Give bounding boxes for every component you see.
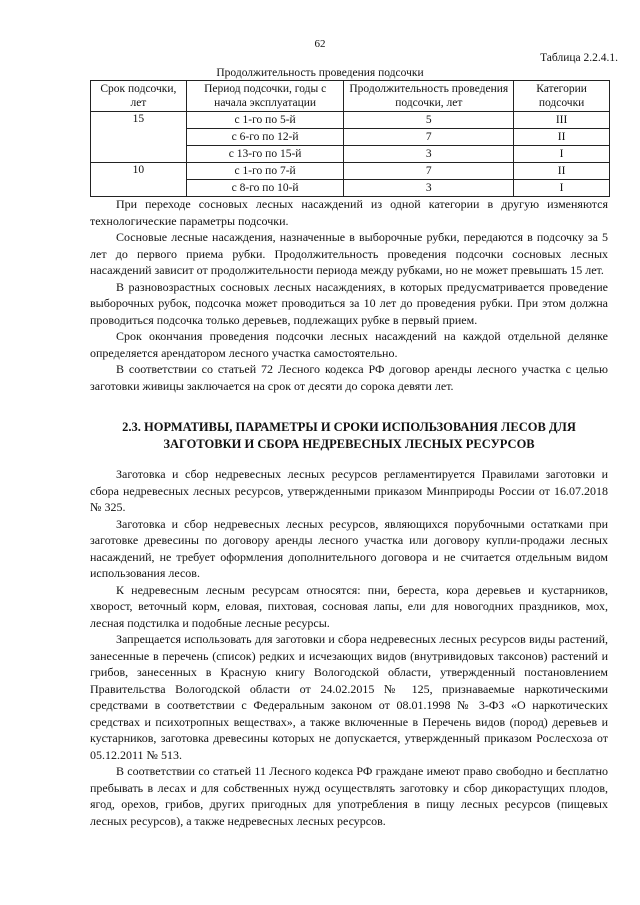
section-heading: 2.3. НОРМАТИВЫ, ПАРАМЕТРЫ И СРОКИ ИСПОЛЬЗОВАНИЯ ЛЕСОВ ДЛЯ ЗАГОТОВКИ И СБОРА НЕДРЕВЕСНЫХ ЛЕСНЫХ РЕСУРСОВ <box>122 420 576 451</box>
category-cell: I <box>514 180 610 197</box>
duration-cell: 5 <box>344 112 514 129</box>
period-cell: с 8-го по 10-й <box>186 180 344 197</box>
table-header-row <box>91 81 610 112</box>
period-cell: с 13-го по 15-й <box>186 146 344 163</box>
paragraph: Заготовка и сбор недревесных лесных ресурсов регламентируется Правилами заготовки и сбора недревесных лесных ресурсов, утвержденными приказом Минприроды России от 16.07.2018 № 325. <box>90 467 608 514</box>
duration-cell: 7 <box>344 129 514 146</box>
non-timber-text-block <box>90 466 608 829</box>
page-number: 62 <box>314 38 326 50</box>
category-cell: III <box>514 112 610 129</box>
header-period: Период подсочки, годы с начала эксплуатации <box>186 81 344 112</box>
header-duration: Продолжительность проведения подсочки, лет <box>344 81 514 112</box>
table-row <box>91 163 610 180</box>
paragraph: В соответствии со статьей 72 Лесного кодекса РФ договор аренды лесного участка с целью заготовки живицы заключается на срок от десяти до сорока девяти лет. <box>90 362 608 393</box>
paragraph: Запрещается использовать для заготовки и сбора недревесных лесных ресурсов виды растений, занесенные в перечень (список) редких и исчезающих видов (внутривидовых таксонов) растений и грибов, занесенных в Красную книгу Вологодской области, утвержденный постановлением Правительства Вологодской области от 24.02.2015 № 125, признаваемые наркотическими средствами в соответствии с Федеральным законом от 08.01.1998 № 3-ФЗ «О наркотических средствах и психотропных веществах», а также включенные в Перечень видов (пород) деревьев и кустарников, заготовка древесины которых не допускается, утвержденный приказом Рослесхоза от 05.12.2011 № 513. <box>90 632 608 762</box>
table-number: Таблица 2.2.4.1. <box>540 52 618 64</box>
term-cell: 10 <box>91 163 187 197</box>
table-title: Продолжительность проведения подсочки <box>216 67 424 79</box>
paragraph: Сосновые лесные насаждения, назначенные в выборочные рубки, передаются в подсочку за 5 лет до первого приема рубки. Продолжительность проведения подсочки сосновых лесных насаждений зависит от продолжительности периода между рубками, но не может превышать 15 лет. <box>90 230 608 277</box>
paragraph: К недревесным лесным ресурсам относятся: пни, береста, кора деревьев и кустарников, хворост, веточный корм, еловая, пихтовая, сосновая лапы, ели для новогодних праздников, мох, лесная подстилка и подобные лесные ресурсы. <box>90 582 608 630</box>
period-cell: с 6-го по 12-й <box>186 129 344 146</box>
category-cell: I <box>514 146 610 163</box>
tapping-duration-table <box>90 80 610 197</box>
paragraph: При переходе сосновых лесных насаждений из одной категории в другую изменяются технологические параметры подсочки. <box>90 197 608 228</box>
table-row <box>91 112 610 129</box>
duration-cell: 7 <box>344 163 514 180</box>
paragraph: Срок окончания проведения подсочки лесных насаждений на каждой отдельной делянке определяется арендатором лесного участка самостоятельно. <box>90 329 608 360</box>
category-cell: II <box>514 129 610 146</box>
period-cell: с 1-го по 7-й <box>186 163 344 180</box>
duration-cell: 3 <box>344 146 514 163</box>
duration-cell: 3 <box>344 180 514 197</box>
header-category: Категории подсочки <box>514 81 610 112</box>
header-term: Срок подсочки, лет <box>91 81 187 112</box>
category-cell: II <box>514 163 610 180</box>
period-cell: с 1-го по 5-й <box>186 112 344 129</box>
paragraph: Заготовка и сбор недревесных лесных ресурсов, являющихся порубочными остатками при заготовке древесины по договору аренды лесного участка или договору купли-продажи лесных насаждений, не требует оформления дополнительного договора и не считается отдельным видом использования лесов. <box>90 516 608 580</box>
term-cell: 15 <box>91 112 187 163</box>
paragraph: В разновозрастных сосновых лесных насаждениях, в которых предусматривается проведение выборочных рубок, подсочка может проводиться за 10 лет до проведения рубки. При этом должна проводиться подсочка только деревьев, подлежащих рубке в первый прием. <box>90 279 608 327</box>
tapping-text-block <box>90 196 608 394</box>
paragraph: В соответствии со статьей 11 Лесного кодекса РФ граждане имеют право свободно и бесплатно пребывать в лесах и для собственных нужд осуществлять заготовку и сбор дикорастущих плодов, ягод, орехов, грибов, других пригодных для употребления в пищу лесных ресурсов (пищевых лесных ресурсов), а также недревесных лесных ресурсов. <box>90 764 608 828</box>
